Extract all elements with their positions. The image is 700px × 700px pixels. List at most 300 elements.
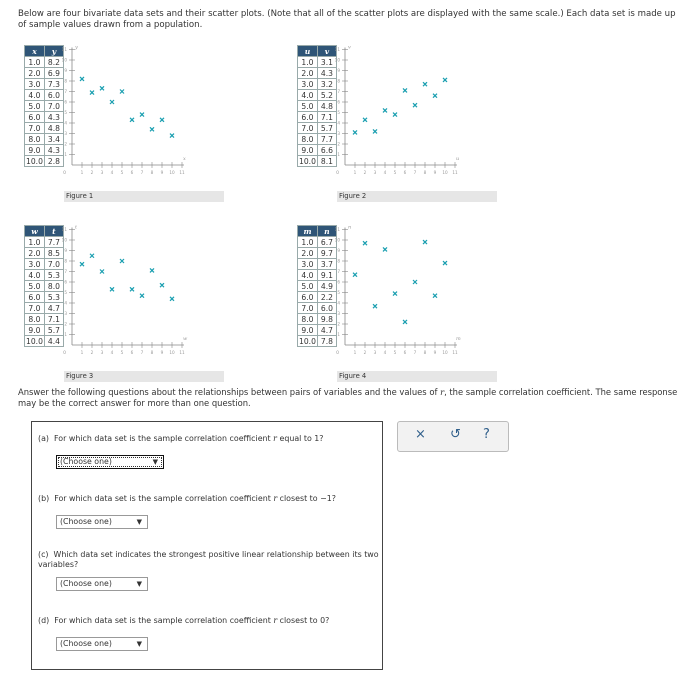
table-row <box>25 90 64 101</box>
cell-y: 6.9 <box>44 68 63 79</box>
table-header-y: n <box>317 226 336 237</box>
x-tick-label: 4 <box>110 170 114 175</box>
data-point <box>110 100 114 104</box>
y-tick-label: 11 <box>61 227 67 232</box>
x-tick-label: 10 <box>442 170 448 175</box>
question-text: For which data set is the sample correlation coefficient <box>54 434 274 443</box>
answer-c-select[interactable] <box>56 577 148 591</box>
origin-label: 0 <box>63 171 66 176</box>
data-point <box>150 268 154 272</box>
x-tick-label: 5 <box>120 170 124 175</box>
x-tick-label: 3 <box>100 170 104 175</box>
y-tick-label: 4 <box>337 300 340 306</box>
data-point <box>150 127 154 131</box>
cell-y: 6.0 <box>44 90 63 101</box>
table-row <box>298 134 337 145</box>
cell-x: 8.0 <box>25 314 45 325</box>
x-axis-label: w <box>183 336 188 342</box>
help-button[interactable]: ? <box>483 427 490 442</box>
cell-y: 8.5 <box>44 248 63 259</box>
table-row <box>298 112 337 123</box>
figure-caption: Figure 3 <box>64 371 224 382</box>
data-point <box>160 283 164 287</box>
undo-button[interactable]: ↺ <box>450 427 461 442</box>
data-point <box>90 254 94 258</box>
y-tick-label: 6 <box>64 99 67 105</box>
cell-y: 7.3 <box>44 79 63 90</box>
cell-x: 3.0 <box>298 79 318 90</box>
x-tick-label: 9 <box>433 350 437 355</box>
y-tick-label: 9 <box>337 248 340 253</box>
table-row <box>25 79 64 90</box>
cell-y: 5.3 <box>44 292 63 303</box>
cell-y: 3.7 <box>317 259 336 270</box>
cell-x: 8.0 <box>25 134 45 145</box>
y-tick-label: 1 <box>64 332 67 337</box>
x-tick-label: 2 <box>363 170 367 175</box>
cell-y: 7.7 <box>44 237 63 248</box>
y-tick-label: 5 <box>64 290 67 295</box>
select-value: (Choose one) <box>60 579 112 588</box>
question-text-end: closest to 0? <box>277 616 330 625</box>
cell-x: 1.0 <box>298 237 318 248</box>
data-point <box>90 91 94 95</box>
x-tick-label: 6 <box>130 170 134 175</box>
cell-x: 6.0 <box>25 112 45 123</box>
data-point <box>393 113 397 117</box>
data-table <box>297 225 337 347</box>
table-row <box>298 314 337 325</box>
dropdown-arrow-icon: ▼ <box>136 580 142 588</box>
table-row <box>298 270 337 281</box>
y-tick-label: 2 <box>64 321 67 327</box>
x-tick-label: 4 <box>383 170 387 175</box>
figure-2 <box>297 45 497 210</box>
x-tick-label: 1 <box>80 350 84 355</box>
data-point <box>443 78 447 82</box>
data-point <box>363 241 367 245</box>
table-header-x: m <box>298 226 318 237</box>
cell-y: 4.7 <box>317 325 336 336</box>
answer-b-select[interactable] <box>56 515 148 529</box>
x-tick-label: 10 <box>169 350 175 355</box>
cell-y: 6.0 <box>317 303 336 314</box>
table-row <box>298 68 337 79</box>
y-tick-label: 7 <box>64 269 67 274</box>
cell-x: 3.0 <box>25 79 45 90</box>
data-point <box>130 287 134 291</box>
data-point <box>120 90 124 94</box>
cell-y: 9.1 <box>317 270 336 281</box>
x-tick-label: 2 <box>90 170 94 175</box>
x-tick-label: 4 <box>110 350 114 355</box>
x-tick-label: 6 <box>403 350 407 355</box>
table-row <box>298 57 337 68</box>
r-symbol: r <box>440 387 445 397</box>
cell-x: 5.0 <box>25 101 45 112</box>
y-tick-label: 5 <box>64 110 67 115</box>
data-point <box>403 88 407 92</box>
figure-3 <box>24 225 224 390</box>
x-tick-label: 1 <box>80 170 84 175</box>
cell-y: 4.3 <box>44 145 63 156</box>
table-row <box>25 156 64 167</box>
question-c <box>38 550 383 570</box>
table-row <box>25 281 64 292</box>
data-point <box>363 118 367 122</box>
table-row <box>25 145 64 156</box>
table-row <box>298 303 337 314</box>
cell-x: 7.0 <box>298 303 318 314</box>
x-tick-label: 1 <box>353 170 357 175</box>
x-tick-label: 3 <box>373 350 377 355</box>
cell-x: 7.0 <box>25 303 45 314</box>
cell-x: 1.0 <box>25 237 45 248</box>
cell-x: 1.0 <box>298 57 318 68</box>
cell-x: 5.0 <box>25 281 45 292</box>
x-tick-label: 6 <box>403 170 407 175</box>
data-point <box>373 304 377 308</box>
x-tick-label: 10 <box>442 350 448 355</box>
x-tick-label: 10 <box>169 170 175 175</box>
y-tick-label: 11 <box>61 47 67 52</box>
table-row <box>298 292 337 303</box>
data-point <box>423 82 427 86</box>
x-tick-label: 3 <box>100 350 104 355</box>
cell-x: 1.0 <box>25 57 45 68</box>
cell-x: 9.0 <box>298 325 318 336</box>
cell-x: 2.0 <box>298 248 318 259</box>
answer-a-select[interactable] <box>56 455 164 469</box>
origin-label: 0 <box>336 351 339 356</box>
r-symbol: r <box>273 494 278 503</box>
x-tick-label: 8 <box>150 350 154 355</box>
x-tick-label: 8 <box>423 170 427 175</box>
y-tick-label: 4 <box>64 300 67 306</box>
data-point <box>403 320 407 324</box>
cell-x: 4.0 <box>25 270 45 281</box>
cell-y: 6.6 <box>317 145 336 156</box>
y-tick-label: 7 <box>64 89 67 94</box>
cell-y: 7.7 <box>317 134 336 145</box>
origin-label: 0 <box>63 351 66 356</box>
data-point <box>443 261 447 265</box>
question-label: (a) <box>38 434 49 443</box>
cell-y: 8.0 <box>44 281 63 292</box>
cell-x: 10.0 <box>299 336 316 346</box>
x-tick-label: 6 <box>130 350 134 355</box>
table-row <box>298 248 337 259</box>
table-row <box>298 325 337 336</box>
cell-y: 2.2 <box>317 292 336 303</box>
figure-caption: Figure 1 <box>64 191 224 202</box>
x-tick-label: 11 <box>452 170 458 175</box>
scatter-plot <box>335 225 500 368</box>
select-value: (Choose one) <box>60 457 112 466</box>
origin-label: 0 <box>336 171 339 176</box>
cell-y: 5.3 <box>44 270 63 281</box>
dropdown-arrow-icon: ▼ <box>136 640 142 648</box>
data-point <box>413 280 417 284</box>
cell-x: 5.0 <box>298 101 318 112</box>
table-row <box>25 270 64 281</box>
y-tick-label: 4 <box>64 120 67 126</box>
x-axis-label: x <box>183 156 186 162</box>
data-table <box>297 45 337 167</box>
cell-x: 4.0 <box>298 90 318 101</box>
y-axis-label: y <box>75 44 78 51</box>
data-point <box>120 259 124 263</box>
cell-y: 4.8 <box>44 123 63 134</box>
cell-y: 3.2 <box>317 79 336 90</box>
cell-x: 8.0 <box>298 314 318 325</box>
question-a <box>38 434 368 444</box>
y-tick-label: 5 <box>337 290 340 295</box>
data-point <box>353 130 357 134</box>
y-tick-label: 6 <box>64 279 67 285</box>
y-tick-label: 6 <box>337 279 340 285</box>
y-tick-label: 3 <box>337 311 340 316</box>
cell-x: 7.0 <box>25 123 45 134</box>
question-text-end: closest to −1? <box>277 494 336 503</box>
cell-x: 9.0 <box>298 145 318 156</box>
x-tick-label: 9 <box>160 350 164 355</box>
cell-x: 2.0 <box>25 68 45 79</box>
cell-y: 6.7 <box>317 237 336 248</box>
data-point <box>353 273 357 277</box>
x-tick-label: 8 <box>423 350 427 355</box>
cell-y: 8.2 <box>44 57 63 68</box>
figure-caption: Figure 2 <box>337 191 497 202</box>
y-tick-label: 3 <box>337 131 340 136</box>
table-row <box>25 259 64 270</box>
data-point <box>80 262 84 266</box>
y-tick-label: 9 <box>337 68 340 73</box>
x-tick-label: 11 <box>452 350 458 355</box>
table-row <box>25 314 64 325</box>
scatter-plot <box>335 45 500 188</box>
figure-caption: Figure 4 <box>337 371 497 382</box>
question-text: For which data set is the sample correlation coefficient <box>54 494 274 503</box>
cell-x: 7.0 <box>298 123 318 134</box>
question-b <box>38 494 368 504</box>
cell-y: 4.8 <box>317 101 336 112</box>
table-row <box>298 259 337 270</box>
data-point <box>80 77 84 81</box>
table-row <box>298 101 337 112</box>
cell-y: 7.0 <box>44 259 63 270</box>
table-row <box>298 237 337 248</box>
table-row <box>25 237 64 248</box>
y-tick-label: 3 <box>64 131 67 136</box>
cell-x: 2.0 <box>25 248 45 259</box>
cell-x: 5.0 <box>298 281 318 292</box>
x-axis-label: u <box>456 156 460 162</box>
table-row <box>298 145 337 156</box>
cell-x: 8.0 <box>298 134 318 145</box>
table-row <box>25 68 64 79</box>
table-header-x: w <box>25 226 45 237</box>
cell-y: 4.3 <box>44 112 63 123</box>
r-symbol: r <box>273 616 278 625</box>
x-tick-label: 8 <box>150 170 154 175</box>
table-row <box>25 292 64 303</box>
cell-x: 6.0 <box>298 112 318 123</box>
cell-y: 4.7 <box>44 303 63 314</box>
figure-4 <box>297 225 497 390</box>
instructions-before: Answer the following questions about the relationships between pairs of variables and the values of <box>18 387 441 397</box>
cell-y: 2.8 <box>44 156 63 167</box>
r-symbol: r <box>273 434 277 443</box>
x-tick-label: 2 <box>90 350 94 355</box>
data-point <box>110 287 114 291</box>
data-point <box>170 297 174 301</box>
y-tick-label: 7 <box>337 269 340 274</box>
cell-y: 9.8 <box>317 314 336 325</box>
x-tick-label: 1 <box>353 350 357 355</box>
question-text: For which data set is the sample correlation coefficient <box>54 616 274 625</box>
x-tick-label: 5 <box>393 350 397 355</box>
y-tick-label: 11 <box>334 47 340 52</box>
x-tick-label: 11 <box>179 170 185 175</box>
data-point <box>160 118 164 122</box>
question-d <box>38 616 368 626</box>
data-point <box>423 240 427 244</box>
cell-y: 7.8 <box>317 336 336 347</box>
data-point <box>433 94 437 98</box>
instructions <box>18 387 683 408</box>
x-tick-label: 3 <box>373 170 377 175</box>
answer-toolbar <box>397 421 509 452</box>
cell-y: 5.7 <box>44 325 63 336</box>
cell-y: 7.1 <box>317 112 336 123</box>
data-point <box>140 294 144 298</box>
x-axis-label: m <box>456 336 461 342</box>
dropdown-arrow-icon: ▼ <box>152 458 158 466</box>
focus-ring <box>58 457 162 467</box>
question-text-end: equal to 1? <box>276 434 324 443</box>
table-row <box>298 79 337 90</box>
y-tick-label: 8 <box>64 78 67 84</box>
table-row <box>25 134 64 145</box>
cell-x: 10.0 <box>299 156 316 166</box>
y-axis-label: t <box>75 224 78 231</box>
cell-y: 9.7 <box>317 248 336 259</box>
cell-y: 7.1 <box>44 314 63 325</box>
data-point <box>140 113 144 117</box>
x-tick-label: 2 <box>363 350 367 355</box>
cell-y: 4.3 <box>317 68 336 79</box>
cell-y: 4.4 <box>44 336 63 347</box>
cell-y: 3.4 <box>44 134 63 145</box>
cell-x: 4.0 <box>25 90 45 101</box>
data-point <box>393 292 397 296</box>
cell-x: 3.0 <box>298 259 318 270</box>
y-tick-label: 2 <box>337 321 340 327</box>
figure-1 <box>24 45 224 210</box>
data-point <box>383 247 387 251</box>
cell-y: 5.7 <box>317 123 336 134</box>
answer-d-select[interactable] <box>56 637 148 651</box>
y-tick-label: 2 <box>337 141 340 147</box>
table-header-x: u <box>298 46 318 57</box>
table-row <box>25 303 64 314</box>
x-tick-label: 7 <box>413 170 417 175</box>
table-header-x: x <box>25 46 45 57</box>
x-tick-label: 7 <box>140 350 144 355</box>
data-point <box>170 134 174 138</box>
y-tick-label: 1 <box>64 152 67 157</box>
cell-y: 8.1 <box>317 156 336 167</box>
y-tick-label: 7 <box>337 89 340 94</box>
y-tick-label: 5 <box>337 110 340 115</box>
cell-x: 9.0 <box>25 145 45 156</box>
cell-y: 4.9 <box>317 281 336 292</box>
cell-y: 3.1 <box>317 57 336 68</box>
y-tick-label: 8 <box>337 258 340 264</box>
y-tick-label: 3 <box>64 311 67 316</box>
table-row <box>298 156 337 167</box>
y-tick-label: 10 <box>334 57 340 63</box>
table-header-y: t <box>44 226 63 237</box>
cell-y: 5.2 <box>317 90 336 101</box>
select-value: (Choose one) <box>60 517 112 526</box>
cell-x: 3.0 <box>25 259 45 270</box>
y-tick-label: 11 <box>334 227 340 232</box>
questions-panel <box>31 421 383 670</box>
table-row <box>25 248 64 259</box>
y-axis-label: n <box>348 224 352 231</box>
y-tick-label: 9 <box>64 68 67 73</box>
x-tick-label: 11 <box>179 350 185 355</box>
table-row <box>298 123 337 134</box>
data-point <box>100 270 104 274</box>
table-header-y: y <box>44 46 63 57</box>
question-label: (b) <box>38 494 50 503</box>
question-label: (d) <box>38 616 50 625</box>
question-text: Which data set indicates the strongest positive linear relationship between its two variables? <box>38 550 379 569</box>
instructions-after: , the sample correlation coefficient. The same response may be the correct answer for more than one question. <box>18 387 678 408</box>
table-row <box>25 325 64 336</box>
cell-x: 10.0 <box>26 156 43 166</box>
data-point <box>373 129 377 133</box>
data-table <box>24 225 64 347</box>
y-tick-label: 6 <box>337 99 340 105</box>
data-point <box>383 108 387 112</box>
x-tick-label: 7 <box>140 170 144 175</box>
intro-text: Below are four bivariate data sets and their scatter plots. (Note that all of the scatter plots are displayed with the same scale.) Each data set is made up of sample values drawn from a population. <box>18 9 676 30</box>
dropdown-arrow-icon: ▼ <box>136 518 142 526</box>
table-row <box>25 336 64 347</box>
x-tick-label: 4 <box>383 350 387 355</box>
clear-button[interactable]: × <box>415 427 426 442</box>
cell-x: 2.0 <box>298 68 318 79</box>
x-tick-label: 5 <box>120 350 124 355</box>
cell-x: 10.0 <box>26 336 43 346</box>
data-point <box>100 86 104 90</box>
cell-x: 6.0 <box>298 292 318 303</box>
y-tick-label: 4 <box>337 120 340 126</box>
data-point <box>413 103 417 107</box>
table-row <box>25 123 64 134</box>
y-tick-label: 2 <box>64 141 67 147</box>
table-row <box>25 112 64 123</box>
y-tick-label: 10 <box>334 237 340 243</box>
table-row <box>298 336 337 347</box>
cell-x: 4.0 <box>298 270 318 281</box>
y-tick-label: 9 <box>64 248 67 253</box>
question-label: (c) <box>38 550 49 559</box>
